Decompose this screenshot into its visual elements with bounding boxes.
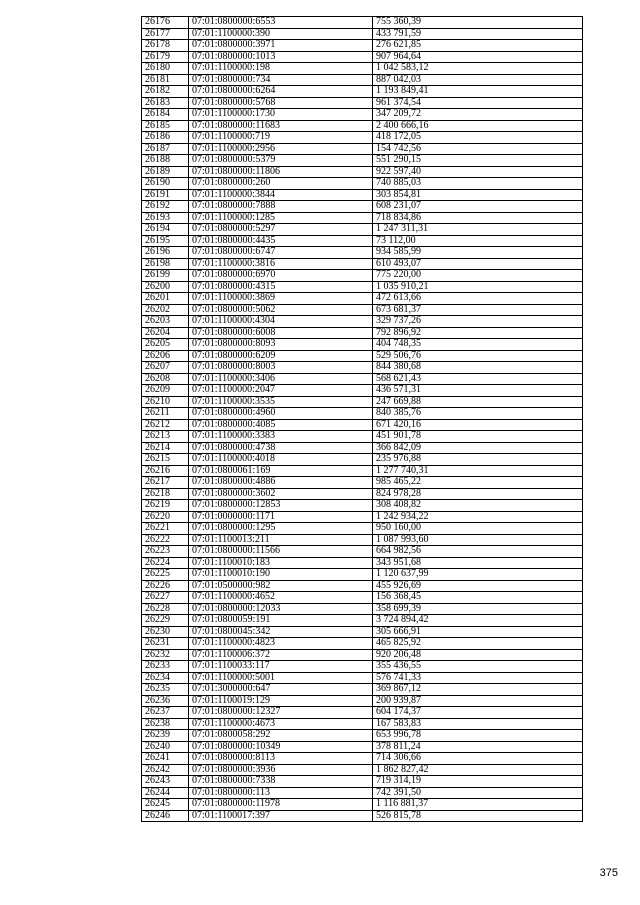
cadastral-number-cell: 07:01:1100019:129	[189, 695, 373, 707]
row-number-cell: 26186	[142, 132, 189, 144]
row-number-cell: 26177	[142, 28, 189, 40]
cadastral-number-cell: 07:01:1100000:3816	[189, 258, 373, 270]
row-number-cell: 26212	[142, 419, 189, 431]
cadastral-number-cell: 07:01:0800000:11683	[189, 120, 373, 132]
cadastral-number-cell: 07:01:0800000:10349	[189, 741, 373, 753]
value-cell: 1 042 583,12	[373, 63, 583, 75]
table-row	[142, 764, 583, 776]
cadastral-number-cell: 07:01:1100010:183	[189, 557, 373, 569]
table-row	[142, 178, 583, 190]
value-cell: 887 042,03	[373, 74, 583, 86]
row-number-cell: 26226	[142, 580, 189, 592]
value-cell: 1 193 849,41	[373, 86, 583, 98]
cadastral-number-cell: 07:01:1100033:117	[189, 661, 373, 673]
value-cell: 378 811,24	[373, 741, 583, 753]
cadastral-number-cell: 07:01:1100017:397	[189, 810, 373, 822]
cadastral-number-cell: 07:01:0800000:12327	[189, 707, 373, 719]
cadastral-number-cell: 07:01:1100000:4673	[189, 718, 373, 730]
value-cell: 576 741,33	[373, 672, 583, 684]
cadastral-number-cell: 07:01:0800000:4315	[189, 281, 373, 293]
value-cell: 355 436,55	[373, 661, 583, 673]
table-row	[142, 500, 583, 512]
table-row	[142, 638, 583, 650]
value-cell: 608 231,07	[373, 201, 583, 213]
row-number-cell: 26229	[142, 615, 189, 627]
cadastral-number-cell: 07:01:1100000:2956	[189, 143, 373, 155]
cadastral-number-cell: 07:01:0800000:4085	[189, 419, 373, 431]
table-row	[142, 247, 583, 259]
table-row	[142, 799, 583, 811]
value-cell: 1 120 637,99	[373, 569, 583, 581]
table-row	[142, 74, 583, 86]
cadastral-number-cell: 07:01:0800000:11806	[189, 166, 373, 178]
value-cell: 950 160,00	[373, 523, 583, 535]
row-number-cell: 26199	[142, 270, 189, 282]
value-cell: 305 666,91	[373, 626, 583, 638]
cadastral-number-cell: 07:01:0800000:7888	[189, 201, 373, 213]
row-number-cell: 26206	[142, 350, 189, 362]
value-cell: 308 408,82	[373, 500, 583, 512]
cadastral-number-cell: 07:01:0800059:191	[189, 615, 373, 627]
cadastral-number-cell: 07:01:0800000:6008	[189, 327, 373, 339]
cadastral-number-cell: 07:01:0800000:12033	[189, 603, 373, 615]
row-number-cell: 26237	[142, 707, 189, 719]
row-number-cell: 26224	[142, 557, 189, 569]
value-cell: 653 996,78	[373, 730, 583, 742]
row-number-cell: 26178	[142, 40, 189, 52]
cadastral-number-cell: 07:01:0800000:5768	[189, 97, 373, 109]
row-number-cell: 26221	[142, 523, 189, 535]
row-number-cell: 26223	[142, 546, 189, 558]
cadastral-number-cell: 07:01:0800000:7338	[189, 776, 373, 788]
cadastral-number-cell: 07:01:0800000:6747	[189, 247, 373, 259]
row-number-cell: 26241	[142, 753, 189, 765]
cadastral-number-cell: 07:01:1100000:3383	[189, 431, 373, 443]
row-number-cell: 26176	[142, 17, 189, 29]
value-cell: 154 742,56	[373, 143, 583, 155]
cadastral-number-cell: 07:01:0800000:3602	[189, 488, 373, 500]
value-cell: 472 613,66	[373, 293, 583, 305]
table-row	[142, 235, 583, 247]
cadastral-number-cell: 07:01:1100000:719	[189, 132, 373, 144]
row-number-cell: 26201	[142, 293, 189, 305]
table-row	[142, 109, 583, 121]
table-row	[142, 408, 583, 420]
table-row	[142, 546, 583, 558]
cadastral-number-cell: 07:01:1100000:4018	[189, 454, 373, 466]
row-number-cell: 26243	[142, 776, 189, 788]
row-number-cell: 26204	[142, 327, 189, 339]
table-row	[142, 143, 583, 155]
row-number-cell: 26200	[142, 281, 189, 293]
value-cell: 775 220,00	[373, 270, 583, 282]
row-number-cell: 26231	[142, 638, 189, 650]
value-cell: 1 242 934,22	[373, 511, 583, 523]
cadastral-number-cell: 07:01:0800000:6209	[189, 350, 373, 362]
cadastral-number-cell: 07:01:1100010:190	[189, 569, 373, 581]
cadastral-number-cell: 07:01:1100000:1730	[189, 109, 373, 121]
row-number-cell: 26228	[142, 603, 189, 615]
table-row	[142, 649, 583, 661]
value-cell: 1 116 881,37	[373, 799, 583, 811]
value-cell: 824 978,28	[373, 488, 583, 500]
table-row	[142, 189, 583, 201]
value-cell: 73 112,00	[373, 235, 583, 247]
table-row	[142, 362, 583, 374]
cadastral-number-cell: 07:01:0800000:8093	[189, 339, 373, 351]
value-cell: 907 964,64	[373, 51, 583, 63]
table-row	[142, 741, 583, 753]
table-row	[142, 373, 583, 385]
value-cell: 1 862 827,42	[373, 764, 583, 776]
cadastral-number-cell: 07:01:0800000:734	[189, 74, 373, 86]
table-row	[142, 580, 583, 592]
row-number-cell: 26225	[142, 569, 189, 581]
cadastral-number-cell: 07:01:1100000:3844	[189, 189, 373, 201]
value-cell: 844 380,68	[373, 362, 583, 374]
row-number-cell: 26202	[142, 304, 189, 316]
table-row	[142, 419, 583, 431]
cadastral-number-cell: 07:01:1100000:4304	[189, 316, 373, 328]
cadastral-number-cell: 07:01:0800000:4960	[189, 408, 373, 420]
cadastral-number-cell: 07:01:0800000:4435	[189, 235, 373, 247]
table-row	[142, 63, 583, 75]
value-cell: 1 247 311,31	[373, 224, 583, 236]
value-cell: 934 585,99	[373, 247, 583, 259]
cadastral-number-cell: 07:01:1100000:1285	[189, 212, 373, 224]
value-cell: 714 306,66	[373, 753, 583, 765]
cadastral-number-cell: 07:01:1100000:198	[189, 63, 373, 75]
table-row	[142, 442, 583, 454]
row-number-cell: 26230	[142, 626, 189, 638]
cadastral-number-cell: 07:01:1100013:211	[189, 534, 373, 546]
value-cell: 329 737,26	[373, 316, 583, 328]
cadastral-number-cell: 07:01:0800000:4738	[189, 442, 373, 454]
table-row	[142, 304, 583, 316]
table-row	[142, 730, 583, 742]
row-number-cell: 26233	[142, 661, 189, 673]
cadastral-number-cell: 07:01:1100000:3869	[189, 293, 373, 305]
table-row	[142, 684, 583, 696]
value-cell: 1 035 910,21	[373, 281, 583, 293]
value-cell: 671 420,16	[373, 419, 583, 431]
table-row	[142, 603, 583, 615]
row-number-cell: 26189	[142, 166, 189, 178]
table-row	[142, 396, 583, 408]
row-number-cell: 26240	[142, 741, 189, 753]
row-number-cell: 26245	[142, 799, 189, 811]
value-cell: 718 834,86	[373, 212, 583, 224]
row-number-cell: 26235	[142, 684, 189, 696]
page-number: 375	[599, 867, 618, 879]
table-row	[142, 753, 583, 765]
row-number-cell: 26194	[142, 224, 189, 236]
value-cell: 235 976,88	[373, 454, 583, 466]
row-number-cell: 26238	[142, 718, 189, 730]
value-cell: 404 748,35	[373, 339, 583, 351]
value-cell: 673 681,37	[373, 304, 583, 316]
row-number-cell: 26218	[142, 488, 189, 500]
value-cell: 433 791,59	[373, 28, 583, 40]
value-cell: 742 391,50	[373, 787, 583, 799]
value-cell: 526 815,78	[373, 810, 583, 822]
value-cell: 604 174,37	[373, 707, 583, 719]
row-number-cell: 26244	[142, 787, 189, 799]
row-number-cell: 26236	[142, 695, 189, 707]
value-cell: 455 926,69	[373, 580, 583, 592]
table-row	[142, 557, 583, 569]
table-row	[142, 707, 583, 719]
table-row	[142, 17, 583, 29]
row-number-cell: 26232	[142, 649, 189, 661]
table-row	[142, 569, 583, 581]
table-row	[142, 454, 583, 466]
cadastral-number-cell: 07:01:1100000:3406	[189, 373, 373, 385]
cadastral-number-cell: 07:01:0800000:8003	[189, 362, 373, 374]
value-cell: 2 400 666,16	[373, 120, 583, 132]
row-number-cell: 26216	[142, 465, 189, 477]
row-number-cell: 26207	[142, 362, 189, 374]
value-cell: 1 087 993,60	[373, 534, 583, 546]
value-cell: 610 493,07	[373, 258, 583, 270]
value-cell: 719 314,19	[373, 776, 583, 788]
table-row	[142, 40, 583, 52]
row-number-cell: 26220	[142, 511, 189, 523]
table-row	[142, 327, 583, 339]
value-cell: 840 385,76	[373, 408, 583, 420]
table-row	[142, 224, 583, 236]
value-cell: 366 842,09	[373, 442, 583, 454]
table-row	[142, 270, 583, 282]
table-row	[142, 166, 583, 178]
row-number-cell: 26198	[142, 258, 189, 270]
table-row	[142, 51, 583, 63]
cadastral-number-cell: 07:01:0800000:5297	[189, 224, 373, 236]
value-cell: 436 571,31	[373, 385, 583, 397]
cadastral-number-cell: 07:01:1100000:2047	[189, 385, 373, 397]
table-row	[142, 511, 583, 523]
value-cell: 200 939,87	[373, 695, 583, 707]
table-row	[142, 339, 583, 351]
row-number-cell: 26183	[142, 97, 189, 109]
table-row	[142, 155, 583, 167]
row-number-cell: 26190	[142, 178, 189, 190]
cadastral-number-cell: 07:01:1100000:5001	[189, 672, 373, 684]
row-number-cell: 26234	[142, 672, 189, 684]
row-number-cell: 26196	[142, 247, 189, 259]
cadastral-number-cell: 07:01:0800000:8113	[189, 753, 373, 765]
value-cell: 156 368,45	[373, 592, 583, 604]
row-number-cell: 26208	[142, 373, 189, 385]
cadastral-number-cell: 07:01:0800000:12853	[189, 500, 373, 512]
value-cell: 920 206,48	[373, 649, 583, 661]
value-cell: 167 583,83	[373, 718, 583, 730]
row-number-cell: 26181	[142, 74, 189, 86]
row-number-cell: 26182	[142, 86, 189, 98]
value-cell: 961 374,54	[373, 97, 583, 109]
row-number-cell: 26210	[142, 396, 189, 408]
row-number-cell: 26185	[142, 120, 189, 132]
table-row	[142, 293, 583, 305]
row-number-cell: 26193	[142, 212, 189, 224]
value-cell: 529 506,76	[373, 350, 583, 362]
value-cell: 247 669,88	[373, 396, 583, 408]
value-cell: 465 825,92	[373, 638, 583, 650]
table-row	[142, 477, 583, 489]
table-row	[142, 787, 583, 799]
table-row	[142, 592, 583, 604]
value-cell: 418 172,05	[373, 132, 583, 144]
cadastral-number-cell: 07:01:0800061:169	[189, 465, 373, 477]
cadastral-number-cell: 07:01:1100000:4823	[189, 638, 373, 650]
table-row	[142, 776, 583, 788]
row-number-cell: 26195	[142, 235, 189, 247]
row-number-cell: 26215	[142, 454, 189, 466]
table-row	[142, 132, 583, 144]
value-cell: 3 724 894,42	[373, 615, 583, 627]
cadastral-number-cell: 07:01:0800000:11978	[189, 799, 373, 811]
table-body	[142, 17, 583, 822]
cadastral-number-cell: 07:01:3000000:647	[189, 684, 373, 696]
value-cell: 755 360,39	[373, 17, 583, 29]
cadastral-number-cell: 07:01:0800000:1295	[189, 523, 373, 535]
value-cell: 1 277 740,31	[373, 465, 583, 477]
cadastral-number-cell: 07:01:0800000:113	[189, 787, 373, 799]
value-cell: 276 621,85	[373, 40, 583, 52]
value-cell: 792 896,92	[373, 327, 583, 339]
value-cell: 347 209,72	[373, 109, 583, 121]
cadastral-number-cell: 07:01:0800000:5379	[189, 155, 373, 167]
cadastral-number-cell: 07:01:0800000:4886	[189, 477, 373, 489]
table-row	[142, 615, 583, 627]
table-row	[142, 120, 583, 132]
table-row	[142, 201, 583, 213]
row-number-cell: 26213	[142, 431, 189, 443]
cadastral-number-cell: 07:01:0800000:6553	[189, 17, 373, 29]
cadastral-number-cell: 07:01:0800000:3936	[189, 764, 373, 776]
value-cell: 922 597,40	[373, 166, 583, 178]
row-number-cell: 26191	[142, 189, 189, 201]
cadastral-number-cell: 07:01:1100000:3535	[189, 396, 373, 408]
row-number-cell: 26203	[142, 316, 189, 328]
value-cell: 740 885,03	[373, 178, 583, 190]
table-row	[142, 488, 583, 500]
table-row	[142, 465, 583, 477]
cadastral-value-table	[141, 16, 583, 822]
cadastral-number-cell: 07:01:0800000:1013	[189, 51, 373, 63]
cadastral-number-cell: 07:01:0800000:6264	[189, 86, 373, 98]
table-row	[142, 626, 583, 638]
row-number-cell: 26180	[142, 63, 189, 75]
cadastral-number-cell: 07:01:0000000:1171	[189, 511, 373, 523]
table-row	[142, 523, 583, 535]
cadastral-number-cell: 07:01:1100000:4652	[189, 592, 373, 604]
table-row	[142, 431, 583, 443]
cadastral-number-cell: 07:01:0500000:982	[189, 580, 373, 592]
value-cell: 358 699,39	[373, 603, 583, 615]
cadastral-number-cell: 07:01:0800045:342	[189, 626, 373, 638]
value-cell: 343 951,68	[373, 557, 583, 569]
value-cell: 451 901,78	[373, 431, 583, 443]
value-cell: 303 854,81	[373, 189, 583, 201]
table-row	[142, 212, 583, 224]
table-row	[142, 385, 583, 397]
row-number-cell: 26179	[142, 51, 189, 63]
cadastral-number-cell: 07:01:1100000:390	[189, 28, 373, 40]
cadastral-number-cell: 07:01:1100006:372	[189, 649, 373, 661]
table-row	[142, 316, 583, 328]
table-row	[142, 810, 583, 822]
row-number-cell: 26246	[142, 810, 189, 822]
value-cell: 551 290,15	[373, 155, 583, 167]
row-number-cell: 26239	[142, 730, 189, 742]
value-cell: 369 867,12	[373, 684, 583, 696]
row-number-cell: 26192	[142, 201, 189, 213]
row-number-cell: 26214	[142, 442, 189, 454]
cadastral-number-cell: 07:01:0800058:292	[189, 730, 373, 742]
cadastral-number-cell: 07:01:0800000:3971	[189, 40, 373, 52]
table-row	[142, 86, 583, 98]
table-row	[142, 718, 583, 730]
row-number-cell: 26219	[142, 500, 189, 512]
table-row	[142, 97, 583, 109]
value-cell: 985 465,22	[373, 477, 583, 489]
table-row	[142, 350, 583, 362]
table-row	[142, 281, 583, 293]
row-number-cell: 26209	[142, 385, 189, 397]
row-number-cell: 26227	[142, 592, 189, 604]
table-row	[142, 695, 583, 707]
table-row	[142, 672, 583, 684]
table-row	[142, 258, 583, 270]
value-cell: 664 982,56	[373, 546, 583, 558]
row-number-cell: 26205	[142, 339, 189, 351]
table-row	[142, 661, 583, 673]
cadastral-number-cell: 07:01:0800000:260	[189, 178, 373, 190]
row-number-cell: 26188	[142, 155, 189, 167]
table-row	[142, 28, 583, 40]
value-cell: 568 621,43	[373, 373, 583, 385]
row-number-cell: 26242	[142, 764, 189, 776]
row-number-cell: 26211	[142, 408, 189, 420]
cadastral-number-cell: 07:01:0800000:5062	[189, 304, 373, 316]
cadastral-number-cell: 07:01:0800000:6970	[189, 270, 373, 282]
cadastral-number-cell: 07:01:0800000:11566	[189, 546, 373, 558]
row-number-cell: 26222	[142, 534, 189, 546]
table-row	[142, 534, 583, 546]
row-number-cell: 26187	[142, 143, 189, 155]
row-number-cell: 26217	[142, 477, 189, 489]
row-number-cell: 26184	[142, 109, 189, 121]
